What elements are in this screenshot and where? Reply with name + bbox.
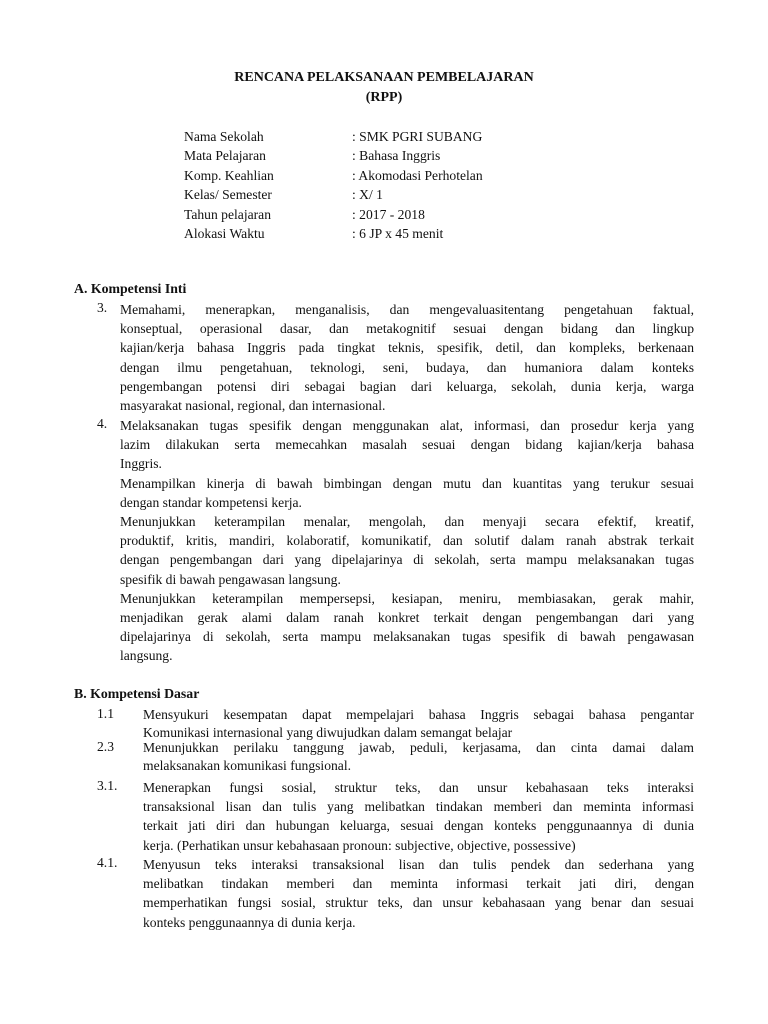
paragraph-line: Menyusun teks interaksi transaksional lisan dan tulis pendek dan sederhana yang (143, 857, 694, 872)
paragraph-line: Melaksanakan tugas spesifik dengan menggunakan alat, informasi, dan prosedur kerja yang (120, 418, 694, 433)
info-row (184, 166, 483, 185)
info-value: : 6 JP x 45 menit (352, 225, 444, 241)
kd-item-number: 2.3 (97, 739, 114, 754)
paragraph-line: Menampilkan kinerja di bawah bimbingan dengan mutu dan kuantitas yang terukur sesuai (120, 475, 694, 491)
paragraph-line: melaksanakan komunikasi fungsional. (143, 758, 352, 774)
paragraph-line: terkait jati diri dan hubungan keluarga, sesuai dengan konteks penggunaannya di dunia (143, 818, 694, 834)
kd-item-number: 1.1 (97, 706, 114, 721)
paragraph-line: spesifik di bawah pengawasan langsung. (120, 571, 341, 587)
info-label: Mata Pelajaran (184, 148, 266, 164)
paragraph-line: dipelajarinya di sekolah, serta mampu melaksanakan tugas spesifik di bawah pengawasan (120, 629, 694, 645)
info-value: : Bahasa Inggris (352, 148, 441, 164)
info-value: : Akomodasi Perhotelan (352, 167, 483, 183)
info-label: Tahun pelajaran (184, 206, 271, 222)
info-value: : 2017 - 2018 (352, 206, 425, 222)
kd-item-3-1 (143, 778, 694, 855)
paragraph-line: Inggris. (120, 456, 162, 472)
paragraph-line: kajian/kerja bahasa Inggris pada tingkat teknis, spesifik, detil, dan kompleks, berkenaan (120, 340, 694, 356)
kd-item-4-1 (143, 855, 694, 932)
paragraph-line: dengan ilmu pengetahuan, teknologi, seni, budaya, dan humaniora dalam konteks (120, 359, 694, 375)
section-b-heading: B. Kompetensi Dasar (74, 686, 200, 701)
kd-item-2-3 (143, 739, 694, 775)
info-row (184, 185, 483, 204)
paragraph-line: memperhatikan fungsi sosial, struktur teks, dan unsur kebahasaan yang benar dan sesuai (143, 895, 694, 911)
paragraph-line: konteks penggunaannya di dunia kerja. (143, 914, 356, 930)
document-subtitle: (RPP) (365, 90, 403, 105)
info-row (184, 127, 483, 146)
section-a-heading: A. Kompetensi Inti (74, 281, 187, 296)
paragraph-line: lazim dilakukan serta memecahkan masalah sesuai dengan bidang kajian/kerja bahasa (120, 437, 694, 453)
kd-item-number: 4.1. (97, 855, 118, 870)
paragraph-line: transaksional lisan dan tulis yang melibatkan tindakan memberi dan meminta informasi (143, 799, 694, 815)
ki-item-number: 3. (97, 300, 108, 315)
paragraph-line: melibatkan tindakan memberi dan meminta informasi terkait jati diri, dengan (143, 876, 694, 892)
paragraph-line: produktif, kritis, mandiri, kolaboratif, komunikatif, dan solutif dalam ranah abstrak terkait (120, 533, 694, 549)
paragraph-line: Menunjukkan keterampilan menalar, mengolah, dan menyaji secara efektif, kreatif, (120, 513, 694, 529)
kd-item-number: 3.1. (97, 778, 118, 793)
paragraph-line: kerja. (Perhatikan unsur kebahasaan pronoun: subjective, objective, possessive) (143, 837, 576, 853)
info-value: : X/ 1 (352, 187, 383, 203)
ki-item-3 (120, 300, 694, 415)
paragraph-line: Memahami, menerapkan, menganalisis, dan mengevaluasitentang pengetahuan faktual, (120, 302, 694, 317)
paragraph-line: konseptual, operasional dasar, dan metakognitif sesuai dengan bidang dan lingkup (120, 321, 694, 337)
info-label: Nama Sekolah (184, 129, 264, 144)
paragraph-line: langsung. (120, 648, 173, 664)
info-label: Komp. Keahlian (184, 167, 274, 183)
info-label: Alokasi Waktu (184, 225, 265, 241)
paragraph-line: Komunikasi internasional yang diwujudkan dalam semangat belajar (143, 725, 513, 741)
paragraph-line: Menunjukkan perilaku tanggung jawab, peduli, kerjasama, dan cinta damai dalam (143, 740, 694, 755)
paragraph-line: Menerapkan fungsi sosial, struktur teks, dan unsur kebahasaan teks interaksi (143, 780, 694, 795)
kd-item-1-1 (143, 706, 694, 742)
paragraph-line: menjadikan gerak alami dalam ranah konkret terkait dengan pengembangan dari yang (120, 609, 694, 625)
ki-item-4 (120, 416, 694, 665)
identity-table (184, 127, 483, 243)
document-title: RENCANA PELAKSANAAN PEMBELAJARAN (234, 70, 534, 85)
paragraph-line: Mensyukuri kesempatan dapat mempelajari bahasa Inggris sebagai bahasa pengantar (143, 707, 694, 722)
paragraph-line: Menunjukkan keterampilan mempersepsi, kesiapan, meniru, membiasakan, gerak mahir, (120, 590, 694, 606)
paragraph-line: pengembangan potensi diri sebagai bagian dari keluarga, sekolah, dunia kerja, warga (120, 378, 694, 394)
info-row (184, 205, 483, 224)
info-row (184, 146, 483, 165)
info-row (184, 224, 483, 243)
paragraph-line: dengan standar kompetensi kerja. (120, 494, 302, 510)
paragraph-line: dengan pengembangan dari yang dipelajarinya di sekolah, serta mampu melaksanakan tugas (120, 552, 694, 568)
ki-item-number: 4. (97, 416, 108, 431)
info-value: : SMK PGRI SUBANG (352, 129, 483, 144)
info-label: Kelas/ Semester (184, 187, 272, 203)
paragraph-line: masyarakat nasional, regional, dan internasional. (120, 397, 386, 413)
